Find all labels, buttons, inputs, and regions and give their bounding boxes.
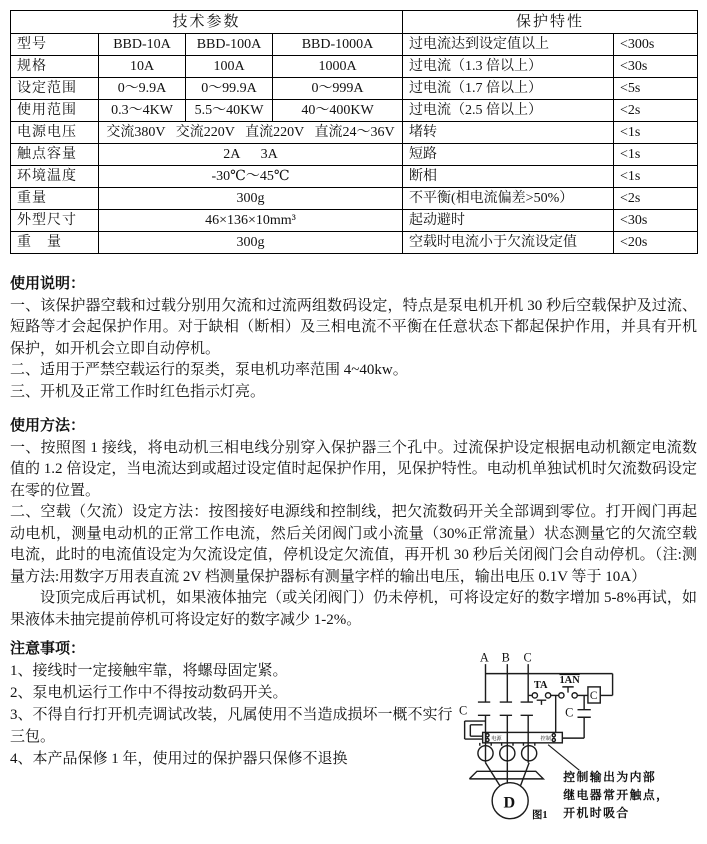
precaution-item: 4、本产品保修 1 年，使用过的保护器只保修不退换 bbox=[10, 751, 348, 767]
protection-time: <30s bbox=[614, 56, 698, 78]
protection-time: <20s bbox=[614, 232, 698, 254]
coil-label: C bbox=[589, 690, 598, 703]
motor-label: D bbox=[503, 794, 516, 812]
cell-value: 300g bbox=[99, 188, 403, 210]
protection-time: <2s bbox=[614, 100, 698, 122]
control-terminal-label: 控制 bbox=[540, 736, 551, 742]
row-label: 外型尺寸 bbox=[11, 210, 99, 232]
protection-desc: 过电流（2.5 倍以上） bbox=[403, 100, 614, 122]
cell-value: 0～99.9A bbox=[186, 78, 273, 100]
protection-desc: 空载时电流小于欠流设定值 bbox=[403, 232, 614, 254]
pushbutton-label: 1AN bbox=[559, 675, 580, 687]
wiring-diagram-svg bbox=[458, 640, 697, 840]
annotation-line-3: 开机时吸合 bbox=[563, 805, 630, 820]
table-row bbox=[11, 56, 698, 78]
cell-value: 300g bbox=[99, 232, 403, 254]
usage-notes-heading: 使用说明： bbox=[10, 276, 86, 292]
cell-value: BBD-100A bbox=[186, 34, 273, 56]
cell-value: -30℃～45℃ bbox=[99, 166, 403, 188]
protection-time: <2s bbox=[614, 188, 698, 210]
usage-method-item: 二、空载（欠流）设定方法：按图接好电源线和控制线，把欠流数码开关全部调到零位。打开阀门再起动电机，测量电动机的正常工作电流，然后关闭阀门或小流量（30%正常流量）状态测量它的欠流空载电流，此时的电流值设定为欠流设定值，停机设定欠流值，再开机 30 秒后关闭阀门会自动停机。（注:测量方法:用数字万用表直流 2V 档测量保护器标有测量字样的输出电压，输出电压 0.1V 等于 10A） bbox=[10, 504, 697, 585]
usage-notes-section bbox=[10, 274, 697, 403]
cell-value: 10A bbox=[99, 56, 186, 78]
usage-notes-item: 一、该保护器空载和过载分别用欠流和过流两组数码设定，特点是泵电机开机 30 秒后空载保护及过流、短路等才会起保护作用。对于缺相（断相）及三相电流不平衡在任意状态下都起保护作用，并具有开机保护，如开机会立即自动停机。 bbox=[10, 297, 697, 357]
row-label: 触点容量 bbox=[11, 144, 99, 166]
protection-desc: 起动避时 bbox=[403, 210, 614, 232]
table-header-row bbox=[11, 11, 698, 34]
usage-notes-item: 三、开机及正常工作时红色指示灯亮。 bbox=[10, 383, 266, 400]
row-label: 设定范围 bbox=[11, 78, 99, 100]
contactor-label: C bbox=[458, 703, 468, 718]
protection-desc: 断相 bbox=[403, 166, 614, 188]
table-row bbox=[11, 100, 698, 122]
cell-value: 40～400KW bbox=[273, 100, 403, 122]
cell-value: 5.5～40KW bbox=[186, 100, 273, 122]
usage-method-item: 设顶完成后再试机，如果液体抽完（或关闭阀门）仍未停机，可将设定好的数字增加 5-8%再试，如果液体未抽完提前停机可将设定好的数字减少 1-2%。 bbox=[10, 590, 697, 628]
bottom-row bbox=[10, 638, 697, 844]
tech-params-header: 技术参数 bbox=[11, 11, 403, 34]
table-row bbox=[11, 122, 698, 144]
cell-value: 0.3～4KW bbox=[99, 100, 186, 122]
protection-time: <1s bbox=[614, 122, 698, 144]
figure-caption: 图1 bbox=[531, 809, 548, 821]
protection-time: <5s bbox=[614, 78, 698, 100]
cell-value: 0～9.9A bbox=[99, 78, 186, 100]
row-label: 使用范围 bbox=[11, 100, 99, 122]
cell-value: 2A 3A bbox=[99, 144, 403, 166]
usage-notes-item: 二、适用于严禁空载运行的泵类，泵电机功率范围 4~40kw。 bbox=[10, 362, 408, 378]
cell-value: 100A bbox=[186, 56, 273, 78]
protection-desc: 过电流（1.3 倍以上） bbox=[403, 56, 614, 78]
power-terminal-label: 电源 bbox=[491, 736, 502, 742]
table-row bbox=[11, 232, 698, 254]
table-row bbox=[11, 166, 698, 188]
precaution-item: 3、不得自行打开机壳调试改装，凡属使用不当造成损坏一概不实行三包。 bbox=[10, 707, 453, 745]
protection-time: <1s bbox=[614, 166, 698, 188]
protection-time: <1s bbox=[614, 144, 698, 166]
cell-value: 1000A bbox=[273, 56, 403, 78]
table-row bbox=[11, 78, 698, 100]
row-label: 重 量 bbox=[11, 232, 99, 254]
protection-time: <30s bbox=[614, 210, 698, 232]
protection-desc: 堵转 bbox=[403, 122, 614, 144]
phase-a-label: A bbox=[479, 650, 489, 665]
row-label: 环境温度 bbox=[11, 166, 99, 188]
spec-table bbox=[10, 10, 698, 254]
wiring-figure bbox=[458, 640, 697, 844]
cell-value: 0～999A bbox=[273, 78, 403, 100]
holding-contact-label: C bbox=[565, 705, 574, 720]
usage-method-heading: 使用方法： bbox=[10, 418, 86, 434]
table-row bbox=[11, 210, 698, 232]
cell-value: BBD-10A bbox=[99, 34, 186, 56]
cell-value: BBD-1000A bbox=[273, 34, 403, 56]
cell-value: 46×136×10mm³ bbox=[99, 210, 403, 232]
protection-desc: 过电流（1.7 倍以上） bbox=[403, 78, 614, 100]
row-label: 重量 bbox=[11, 188, 99, 210]
precautions-section bbox=[10, 638, 458, 844]
protection-desc: 短路 bbox=[403, 144, 614, 166]
precaution-item: 1、接线时一定接触牢靠，将螺母固定紧。 bbox=[10, 663, 288, 679]
table-row bbox=[11, 188, 698, 210]
phase-b-label: B bbox=[501, 650, 510, 665]
usage-method-section bbox=[10, 416, 697, 631]
annotation-line-1: 控制输出为内部 bbox=[563, 769, 657, 784]
row-label: 型号 bbox=[11, 34, 99, 56]
cell-value: 交流380V 交流220V 直流220V 直流24～36V bbox=[99, 122, 403, 144]
table-row bbox=[11, 34, 698, 56]
annotation-line-2: 继电器常开触点， bbox=[563, 787, 670, 802]
row-label: 规格 bbox=[11, 56, 99, 78]
row-label: 电源电压 bbox=[11, 122, 99, 144]
protection-header: 保护特性 bbox=[403, 11, 698, 34]
protection-desc: 过电流达到设定值以上 bbox=[403, 34, 614, 56]
protection-time: <300s bbox=[614, 34, 698, 56]
table-row bbox=[11, 144, 698, 166]
usage-method-item: 一、按照图 1 接线，将电动机三相电线分别穿入保护器三个孔中。过流保护设定根据电动机额定电流数值的 1.2 倍设定，当电流达到或超过设定值时起保护作用，见保护特性。电动机单独试机时欠流数码设定在零的位置。 bbox=[10, 439, 697, 499]
precautions-heading: 注意事项： bbox=[10, 641, 86, 657]
precaution-item: 2、泵电机运行工作中不得按动数码开关。 bbox=[10, 685, 288, 701]
ta-label: TA bbox=[533, 679, 548, 691]
protection-desc: 不平衡(相电流偏差>50%） bbox=[403, 188, 614, 210]
phase-c-label: C bbox=[523, 650, 532, 665]
